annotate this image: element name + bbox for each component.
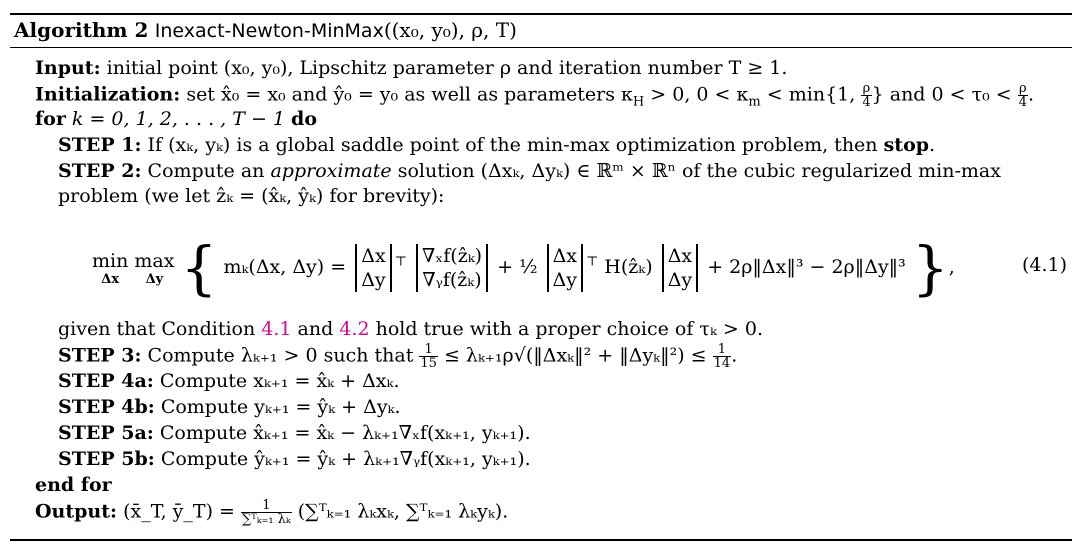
step-3-frac-14: $\frac{1}{14}$ [713, 342, 731, 371]
step-4b-text: Compute yₖ₊₁ = ŷₖ + Δyₖ. [160, 396, 401, 418]
init-frac-1: $\frac{\rho}{4}$ [862, 81, 871, 110]
input-text: initial point (x₀, y₀), Lipschitz parameter ρ and iteration number T ≥ 1. [106, 57, 788, 79]
step-2-text-a: Compute an [147, 160, 265, 182]
end-for-keyword: end for [35, 474, 112, 496]
header-rule [10, 47, 1072, 48]
algorithm-title [14, 18, 517, 43]
for-line [35, 107, 317, 131]
step-3-label: STEP 3: [58, 344, 142, 367]
bottom-rule [10, 539, 1072, 541]
init-text-e: . [1028, 83, 1035, 106]
step-2-text-b: solution (Δxₖ, Δyₖ) ∈ ℝᵐ × ℝⁿ of the cubic regularized min-max [397, 160, 1001, 182]
eq-max: max Δy [134, 249, 175, 287]
eq-lhs: mₖ(Δx, Δy) = [223, 256, 347, 278]
eq-transpose-1: ⊤ [394, 254, 407, 270]
init-frac-2: $\frac{\rho}{4}$ [1018, 81, 1027, 110]
step-2-line-2: problem (we let ẑₖ = (x̂ₖ, ŷₖ) for brevity): [58, 185, 445, 207]
eq-min: min Δx [92, 249, 129, 287]
eq-right-brace: } [911, 234, 949, 302]
input-line [35, 56, 787, 80]
init-text-a: set x̂₀ = x₀ and ŷ₀ = y₀ as well as parameters κ [186, 83, 633, 106]
condition-text-a: given that Condition [58, 318, 256, 340]
step-3-end: . [731, 344, 738, 367]
output-frac: $\frac{1}{\text{∑ᵀₖ₌₁ λₖ}}$ [242, 498, 291, 527]
condition-text-b: and [297, 318, 334, 340]
algorithm-label: Algorithm 2 [14, 18, 149, 42]
do-keyword: do [291, 108, 318, 130]
step-3 [58, 343, 737, 370]
eq-gradient: ∇ₓf(ẑₖ) ∇ᵧf(ẑₖ) [416, 244, 488, 292]
eq-comma: , [948, 256, 955, 278]
top-rule [10, 13, 1072, 15]
step-4b [58, 395, 401, 419]
init-sub-m: m [748, 94, 761, 110]
eq-plus-half: + ½ [497, 256, 538, 278]
step-4b-label: STEP 4b: [58, 396, 155, 418]
eq-vector-2: Δx Δy [547, 244, 583, 292]
step-1-text: If (xₖ, yₖ) is a global saddle point of the min-max optimization problem, then [147, 134, 878, 156]
step-4a [58, 369, 400, 393]
step-3-text-a: Compute λₖ₊₁ > 0 such that [147, 344, 414, 367]
step-2 [58, 159, 1001, 183]
eq-tail: + 2ρ‖Δx‖³ − 2ρ‖Δy‖³ [707, 256, 906, 278]
step-5a [58, 421, 531, 445]
algorithm-name: Inexact-Newton-MinMax [154, 20, 384, 42]
step-5a-text: Compute x̂ₖ₊₁ = x̂ₖ − λₖ₊₁∇ₓf(xₖ₊₁, yₖ₊₁). [159, 422, 531, 444]
step-2-approximate: approximate [270, 160, 392, 182]
step-1-stop: stop [883, 134, 930, 156]
end-for-line [35, 473, 112, 497]
step-1 [58, 133, 935, 157]
condition-text-c: hold true with a proper choice of τₖ > 0. [375, 318, 763, 340]
step-3-frac-15: $\frac{1}{15}$ [420, 342, 437, 371]
algorithm-args: ((x₀, y₀), ρ, T) [383, 18, 517, 42]
init-text-d: } and 0 < τ₀ < [871, 83, 1018, 106]
condition-ref-4-1[interactable]: 4.1 [261, 318, 292, 340]
equation-body [92, 234, 955, 302]
condition-ref-4-2[interactable]: 4.2 [339, 318, 370, 340]
step-2-label: STEP 2: [58, 160, 142, 182]
step-4a-text: Compute xₖ₊₁ = x̂ₖ + Δxₖ. [159, 370, 400, 392]
step-5b [58, 447, 531, 471]
eq-hessian: H(ẑₖ) [604, 256, 653, 278]
step-5b-text: Compute ŷₖ₊₁ = ŷₖ + λₖ₊₁∇ᵧf(xₖ₊₁, yₖ₊₁). [160, 448, 531, 470]
step-2-condition [58, 317, 763, 341]
step-1-end: . [929, 134, 936, 156]
init-sub-h: H [632, 94, 645, 110]
step-3-text-b: ≤ λₖ₊₁ρ√(‖Δxₖ‖² + ‖Δyₖ‖²) ≤ [443, 344, 707, 367]
for-range: k = 0, 1, 2, . . . , T − 1 [71, 108, 285, 130]
init-text-c: < min{1, [760, 83, 862, 106]
step-4a-label: STEP 4a: [58, 370, 154, 392]
output-text-a: (x̄_T, ȳ_T) = [123, 500, 235, 523]
output-line [35, 499, 508, 526]
input-label: Input: [35, 57, 101, 79]
eq-vector-1: Δx Δy [355, 244, 391, 292]
init-text-b: > 0, 0 < κ [644, 83, 749, 106]
output-text-b: (∑ᵀₖ₌₁ λₖxₖ, ∑ᵀₖ₌₁ λₖyₖ). [297, 500, 509, 523]
equation-4-1 [92, 226, 1082, 302]
output-label: Output: [35, 500, 118, 523]
for-keyword: for [35, 108, 66, 130]
step-5b-label: STEP 5b: [58, 448, 155, 470]
step-5a-label: STEP 5a: [58, 422, 154, 444]
eq-vector-3: Δx Δy [662, 244, 698, 292]
step-1-label: STEP 1: [58, 134, 142, 156]
eq-left-brace: { [180, 234, 218, 302]
initialization-label: Initialization: [35, 83, 181, 106]
equation-number: (4.1) [1021, 254, 1067, 276]
eq-transpose-2: ⊤ [586, 254, 599, 270]
